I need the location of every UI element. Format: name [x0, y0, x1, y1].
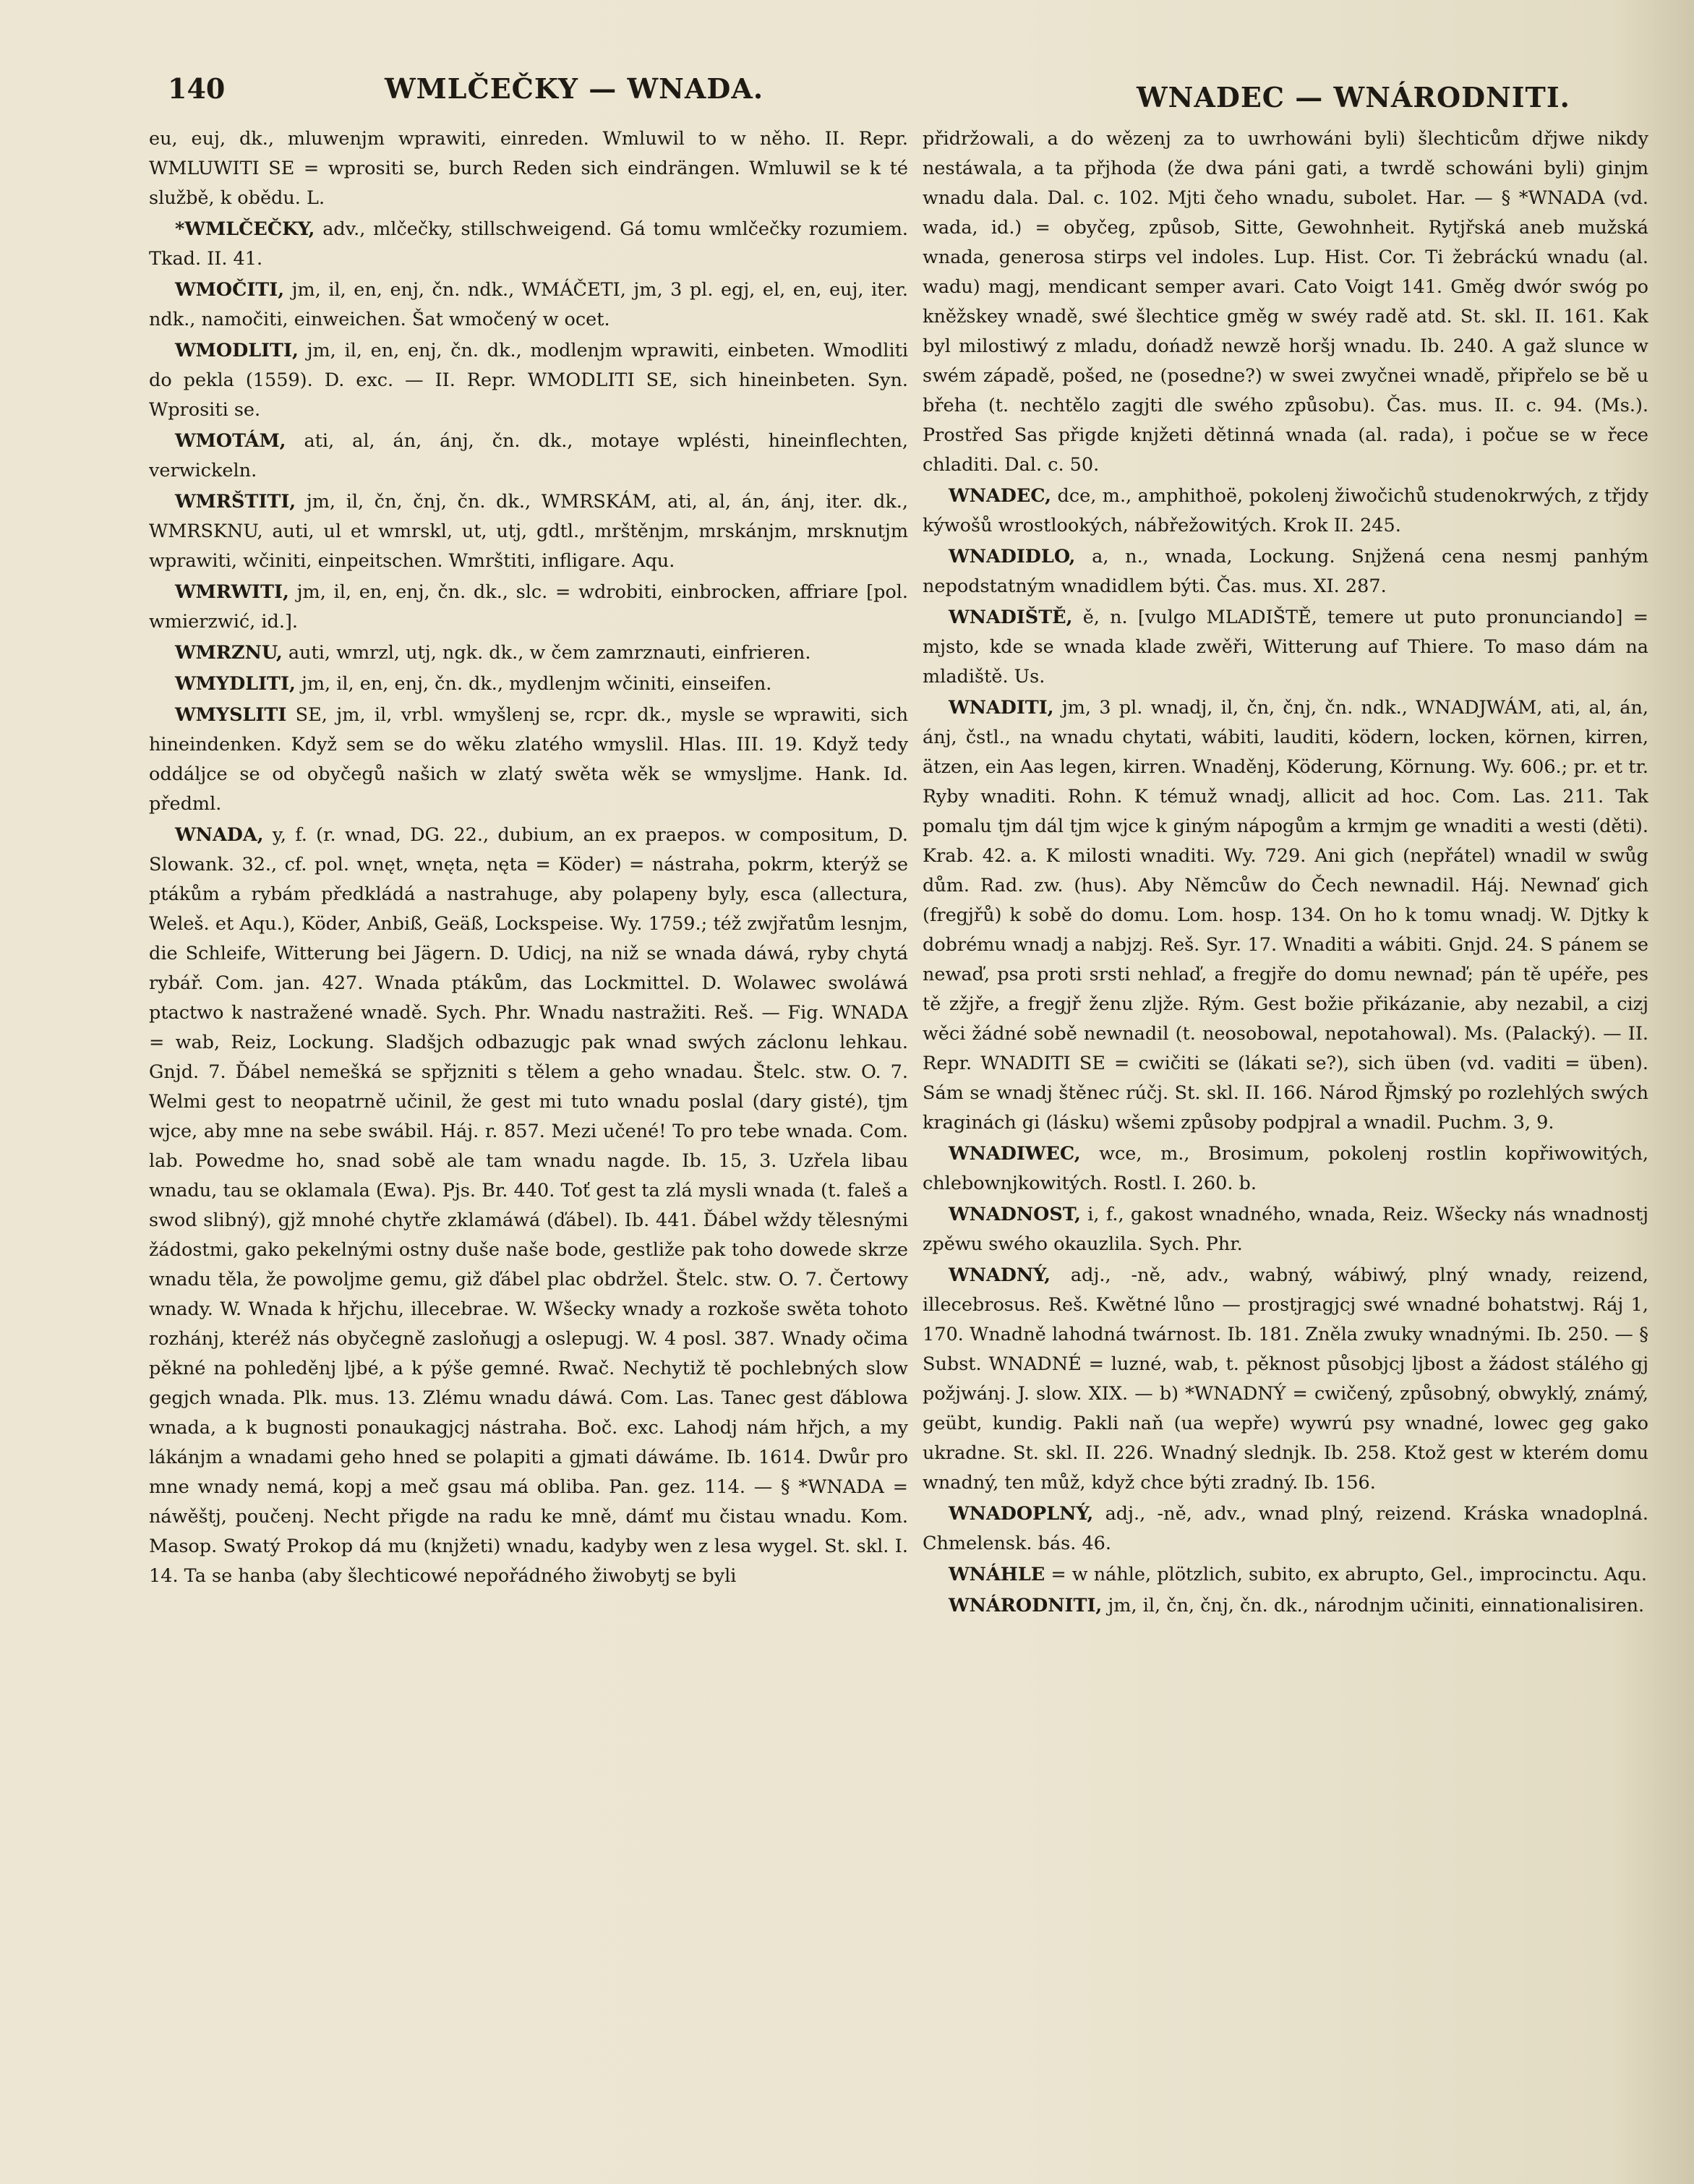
entry-headword: *WMLČEČKY,	[175, 218, 315, 240]
entry-text: adj., -ně, adv., wnad plný, reizend. Kráska wnadoplná. Chmelensk. bás. 46.	[923, 1503, 1648, 1554]
entry-text: dce, m., amphithoë, pokolenj žiwočichů studenokrwých, z třjdy kýwošů wrostlookých, nábřežowitých. Krok II. 245.	[923, 485, 1648, 536]
entry-text: jm, il, en, enj, čn. dk., mydlenjm wčiniti, einseifen.	[301, 673, 772, 695]
dictionary-entry	[149, 578, 908, 637]
dictionary-entry	[149, 336, 908, 425]
dictionary-entry	[149, 701, 908, 819]
dictionary-entry	[923, 481, 1648, 541]
entry-headword: WNADOPLNÝ,	[949, 1503, 1094, 1525]
left-column	[149, 124, 908, 2149]
dictionary-entry	[149, 215, 908, 274]
entry-text: jm, il, čn, čnj, čn. dk., národnjm učiniti, einnationalisiren.	[1108, 1595, 1645, 1616]
entry-headword: WMODLITI,	[175, 340, 299, 361]
dictionary-entry	[149, 275, 908, 335]
entry-headword: WNADIWEC,	[949, 1143, 1081, 1165]
entry-headword: WNADITI,	[949, 697, 1054, 719]
dictionary-entry	[923, 1591, 1648, 1621]
entry-text: adj., -ně, adv., wabný, wábiwý, plný wnady, reizend, illecebrosus. Reš. Kwětné lůno — prostjragjcj swé wnadné bohatstwj. Ráj 1, 170. Wnadně lahodná twárnost. Ib. 181. Zněla zwuky wnadnými. Ib. 250. — § Subst. WNADNÉ = luzné, wab, t. pěknost působjcj ljbost a žádost stálého gj požjwánj. J. slow. XIX. — b) *WNADNÝ = cwičený, způsobný, obwyklý, známý, geübt, kundig. Pakli naň (ua wepře) wywrú psy wnadné, lowec geg gako ukradne. St. skl. II. 226. Wnadný slednjk. Ib. 258. Ktož gest w kterém domu wnadný, ten můž, když chce býti zradný. Ib. 156.	[923, 1264, 1648, 1494]
dictionary-entry	[149, 124, 908, 213]
entry-text: jm, il, en, enj, čn. dk., slc. = wdrobiti, einbrocken, affriare [pol. wmierzwić, id.].	[149, 581, 908, 633]
entry-text: SE, jm, il, vrbl. wmyšlenj se, rcpr. dk., mysle se wprawiti, sich hineindenken. Když sem se do wěku zlatého wmyslil. Hlas. III. 19. Když tedy oddáljce se od obyčegů našich w zlatý swěta wěk se wmysljme. Hank. Id. předml.	[149, 704, 908, 815]
entry-headword: WMRZNU,	[175, 642, 283, 664]
dictionary-entry	[923, 1499, 1648, 1559]
dictionary-entry	[923, 1139, 1648, 1199]
entry-headword: WNÁHLE	[949, 1564, 1045, 1585]
dictionary-entry	[923, 1261, 1648, 1498]
entry-text: wce, m., Brosimum, pokolenj rostlin kopřiwowitých, chlebownjkowitých. Rostl. I. 260. b.	[923, 1143, 1648, 1194]
entry-headword: WNADA,	[175, 824, 264, 846]
entry-text: a, n., wnada, Lockung. Snjžená cena nesmj panhým nepodstatným wnadidlem býti. Čas. mus. XI. 287.	[923, 546, 1648, 597]
entry-text: jm, il, en, enj, čn. dk., modlenjm wprawiti, einbeten. Wmodliti do pekla (1559). D. exc. — II. Repr. WMODLITI SE, sich hineinbeten. Syn. Wprositi se.	[149, 340, 908, 421]
page-number: 140	[168, 72, 226, 105]
entry-text: jm, 3 pl. wnadj, il, čn, čnj, čn. ndk., WNADJWÁM, ati, al, án, ánj, čstl., na wnadu chytati, wábiti, lauditi, ködern, locken, körnen, kirren, ätzen, ein Aas legen, kirren. Wnaděnj, Köderung, Körnung. Wy. 606.; pr. et tr. Ryby wnaditi. Rohn. K témuž wnadj, allicit ad hoc. Com. Las. 211. Tak pomalu tjm dál tjm wjce k giným nápogům a krmjm ge wnaditi a westi (děti). Krab. 42. a. K milosti wnaditi. Wy. 729. Ani gich (nepřátel) wnadil w swůg dům. Rad. zw. (hus). Aby Němcůw do Čech newnadil. Háj. Newnaď gich (fregjřů) k sobě do domu. Lom. hosp. 134. On ho k tomu wnadj. W. Djtky k dobrému wnadj a nabjzj. Reš. Syr. 17. Wnaditi a wábiti. Gnjd. 24. S pánem se newaď, psa proti srsti nehlaď, a fregjře do domu newnaď; pán tě upéře, pes tě zžjře, a fregjř ženu zljže. Rým. Gest božie přikázanie, aby nezabil, a cizj wěci žádné sobě newnadil (t. neosobowal, nepotahowal). Ms. (Palacký). — II. Repr. WNADITI SE = cwičiti se (lákati se?), sich üben (vd. vaditi = üben). Sám se wnadj štěnec rúčj. St. skl. II. 166. Národ Řjmský po rozlehlých swých kraginách gi (lásku) wšemi způsoby podpjral a wnadil. Puchm. 3, 9.	[923, 697, 1648, 1134]
right-column	[923, 124, 1648, 2149]
entry-text: y, f. (r. wnad, DG. 22., dubium, an ex praepos. w compositum, D. Slowank. 32., cf. pol. wnęt, wnęta, nęta = Köder) = nástraha, pokrm, kterýž se ptákům a rybám předkládá a nastrahuge, aby polapeny byly, esca (allectura, Weleš. et Aqu.), Köder, Anbiß, Geäß, Lockspeise. Wy. 1759.; též zwjřatům lesnjm, die Schleife, Witterung bei Jägern. D. Udicj, na niž se wnada dáwá, ryby chytá rybář. Com. jan. 427. Wnada ptákům, das Lockmittel. D. Wolawec swoláwá ptactwo k nastražené wnadě. Sych. Phr. Wnadu nastražiti. Reš. — Fig. WNADA = wab, Reiz, Lockung. Sladšjch odbazugjc pak wnad swých záclonu lehkau. Gnjd. 7. Ďábel nemešká se spřjzniti s tělem a geho wnadau. Štelc. stw. O. 7. Welmi gest to neopatrně učinil, že gest mi tuto wnadu poslal (dary gisté), tjm wjce, aby mne na sebe swábil. Háj. r. 857. Mezi učené! To pro tebe wnada. Com. lab. Powedme ho, snad sobě ale tam wnadu nagde. Ib. 15, 3. Uzřela libau wnadu, tau se oklamala (Ewa). Pjs. Br. 440. Toť gest ta zlá mysli wnada (t. faleš a swod slibný), gjž mnohé chytře zklamáwá (ďábel). Ib. 441. Ďábel wždy tělesnými žádostmi, gako pekelnými ostny duše naše bode, gestliže pak toho dowede skrze wnadu těla, že powoljme gemu, giž ďábel plac obdržel. Štelc. stw. O. 7. Čertowy wnady. W. Wnada k hřjchu, illecebrae. W. Wšecky wnady a rozkoše swěta tohoto rozhánj, kteréž nás obyčegně zasloňugj a oslepugj. W. 4 posl. 387. Wnady očima pěkné na pohleděnj ljbé, a k pýše gemné. Rwač. Nechytiž tě pochlebných slow gegjch wnada. Plk. mus. 13. Zlému wnadu dáwá. Com. Las. Tanec gest ďáblowa wnada, a k bugnosti ponaukagjcj nástraha. Boč. exc. Lahodj nám hřjch, a my lákánjm a wnadami geho hned se polapiti a gjmati dáwáme. Ib. 1614. Dwůr pro mne wnady nemá, kopj a meč gsau má obliba. Pan. gez. 114. — § *WNADA = náwěštj, poučenj. Necht přigde na radu ke mně, dámť mu čistau wnadu. Kom. Masop. Swatý Prokop dá mu (knjžeti) wnadu, kadyby wen z lesa wygel. St. skl. I. 14. Ta se hanba (aby šlechticowé nepořádného žiwobytj se byli	[149, 824, 908, 1587]
entry-headword: WNADNOST,	[949, 1204, 1081, 1225]
dictionary-entry	[149, 821, 908, 1591]
entry-text: jm, il, en, enj, čn. ndk., WMÁČETI, jm, 3 pl. egj, el, en, euj, iter. ndk., namočiti, einweichen. Šat wmočený w ocet.	[149, 279, 908, 330]
entry-text: přidržowali, a do wězenj za to uwrhowáni byli) šlechticům dřjwe nikdy nestáwala, a ta přjhoda (že dwa páni gati, a twrdě schowáni byli) ginjm wnadu dala. Dal. c. 102. Mjti čeho wnadu, subolet. Har. — § *WNADA (vd. wada, id.) = obyčeg, způsob, Sitte, Gewohnheit. Rytjřská aneb mužská wnada, generosa stirps vel indoles. Lup. Hist. Cor. Ti žebráckú wnadu (al. wadu) magj, mendicant semper avari. Cato Voigt 141. Gměg dwór swóg po kněžskey wnadě, swé šlechtice gměg w swéy radě atd. St. skl. II. 161. Kak byl milostiwý z mladu, dońadž newzě horšj wnadu. Ib. 240. A gaž slunce w swém západě, pošed, ne (posedne?) w swei zwyčnei wnadě, připřelo se bě u břeha (t. nechtělo zagjti dle swého způsobu). Čas. mus. II. c. 94. (Ms.). Prostřed Sas přigde knjžeti dětinná wnada (al. rada), i počue se w řece chladiti. Dal. c. 50.	[923, 128, 1648, 476]
dictionary-entry	[923, 603, 1648, 692]
entry-headword: WNADNÝ,	[949, 1264, 1051, 1286]
entry-headword: WMRŠTITI,	[175, 491, 296, 513]
entry-headword: WMYSLITI	[175, 704, 287, 726]
entry-headword: WMOČITI,	[175, 279, 285, 301]
entry-text: jm, il, čn, čnj, čn. dk., WMRSKÁM, ati, al, án, ánj, iter. dk., WMRSKNU, auti, ul et wmrskl, ut, utj, gdtl., mrštěnjm, mrskánjm, mrsknutjm wprawiti, wčiniti, einpeitschen. Wmrštiti, infligare. Aqu.	[149, 491, 908, 572]
dictionary-entry	[923, 124, 1648, 480]
dictionary-entry	[923, 1200, 1648, 1259]
entry-headword: WMRWITI,	[175, 581, 289, 603]
entry-text: i, f., gakost wnadného, wnada, Reiz. Wšecky nás wnadnostj zpěwu swého okauzlila. Sych. Phr.	[923, 1204, 1648, 1255]
entry-text: ati, al, án, ánj, čn. dk., motaye wplésti, hineinflechten, verwickeln.	[149, 430, 908, 481]
dictionary-entry	[149, 487, 908, 576]
dictionary-entry	[923, 542, 1648, 601]
dictionary-entry	[149, 669, 908, 699]
entry-headword: WNADEC,	[949, 485, 1052, 507]
dictionary-entry	[149, 427, 908, 486]
entry-text: adv., mlčečky, stillschweigend. Gá tomu wmlčečky rozumiem. Tkad. II. 41.	[149, 218, 908, 270]
entry-headword: WNÁRODNITI,	[949, 1595, 1103, 1616]
entry-text: eu, euj, dk., mluwenjm wprawiti, einreden. Wmluwil to w něho. II. Repr. WMLUWITI SE = wprositi se, burch Reden sich eindrängen. Wmluwil se k té službě, k obědu. L.	[149, 128, 908, 209]
running-head-left: WMLČEČKY — WNADA.	[385, 72, 764, 105]
entry-headword: WMYDLITI,	[175, 673, 296, 695]
entry-headword: WMOTÁM,	[175, 430, 286, 452]
entry-headword: WNADIDLO,	[949, 546, 1076, 568]
dictionary-entry	[149, 638, 908, 668]
running-head-right: WNADEC — WNÁRODNITI.	[1137, 81, 1570, 114]
entry-text: auti, wmrzl, utj, ngk. dk., w čem zamrznauti, einfrieren.	[288, 642, 811, 664]
entry-text: = w náhle, plötzlich, subito, ex abrupto, Gel., improcinctu. Aqu.	[1051, 1564, 1648, 1585]
dictionary-entry	[923, 1560, 1648, 1590]
entry-text: ě, n. [vulgo MLADIŠTĚ, temere ut puto pronunciando] = mjsto, kde se wnada klade zwěři, Witterung auf Thiere. To maso dám na mladiště. Us.	[923, 607, 1648, 688]
entry-headword: WNADIŠTĚ,	[949, 607, 1073, 628]
dictionary-entry	[923, 693, 1648, 1138]
